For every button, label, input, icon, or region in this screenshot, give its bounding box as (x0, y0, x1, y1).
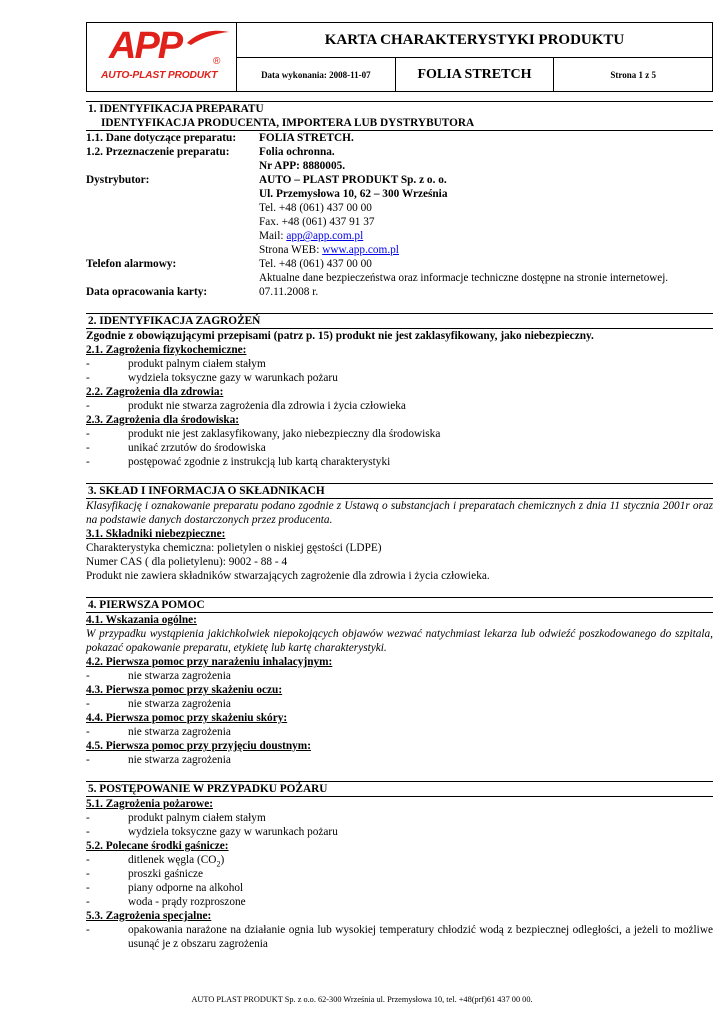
section-1-body: 1.1. Dane dotyczące preparatu: FOLIA STRETCH. 1.2. Przeznaczenie preparatu: Folia ochronna. Nr APP: 8880005. Dystrybutor: AUTO – PLAST PRODUKT Sp. z o. o. Ul. Przemysłowa 10, 62 – 300 Września Tel. +48 (061) 437 00 00 Fax. +48 (061) 437 91 37 Mail: app@app.com.pl Strona WEB: www.app.com.pl Telefon alarmowy: Tel. +48 (061) 437 00 00 Aktualne dane bezpieczeństwa oraz informacje techniczne dostępne na stronie internetowej. Data opracowania karty: 07.11.2008 r. (86, 132, 669, 298)
header-table (86, 22, 713, 92)
document-page (86, 22, 713, 951)
document-title: KARTA CHARAKTERYSTYKI PRODUKTU (237, 23, 713, 58)
section-4-heading: 4. PIERWSZA POMOC (86, 597, 713, 613)
section-1-heading: 1. IDENTYFIKACJA PREPARATU IDENTYFIKACJA PRODUCENTA, IMPORTERA LUB DYSTRYBUTORA (86, 101, 713, 131)
logo-registered-mark: ® (213, 56, 221, 67)
execution-date: Data wykonania: 2008-11-07 (237, 58, 396, 92)
list-item: - proszki gaśnicze (86, 868, 203, 880)
list-item: - produkt palnym ciałem stałym (86, 358, 266, 370)
list-item: - wydziela toksyczne gazy w warunkach pożaru (86, 372, 338, 384)
product-title: FOLIA STRETCH (395, 58, 554, 92)
list-item: - piany odporne na alkohol (86, 882, 244, 894)
website-link[interactable]: www.app.com.pl (322, 244, 399, 256)
list-item: - opakowania narażone na działanie ognia lub wysokiej temperatury chłodzić wodą z bezpiecznej odległości, a jeżeli to możliwe usunąć je z obszaru zagrożenia (86, 924, 713, 950)
list-item: - produkt nie stwarza zagrożenia dla zdrowia i życia człowieka (86, 400, 406, 412)
list-item: - nie stwarza zagrożenia (86, 754, 231, 766)
logo-text: APP (109, 25, 182, 67)
list-item: - postępować zgodnie z instrukcją lub kartą charakterystyki (86, 456, 391, 468)
list-item: - ditlenek węgla $(CO_2)$ (86, 854, 225, 869)
list-item: - nie stwarza zagrożenia (86, 698, 231, 710)
list-item: - produkt palnym ciałem stałym (86, 812, 266, 824)
logo-subtitle: AUTO-PLAST PRODUKT (101, 70, 218, 81)
section-4-body: 4.1. Wskazania ogólne: W przypadku wystąpienia jakichkolwiek niepokojących objawów wezwać natychmiast lekarza lub odwieźć poszkodowanego do szpitala, pokazać opakowanie preparatu, etykietę lub kartę charakterystyki. 4.2. Pierwsza pomoc przy narażeniu inhalacyjnym: - nie stwarza zagrożenia 4.3. Pierwsza pomoc przy skażeniu oczu: - nie stwarza zagrożenia 4.4. Pierwsza pomoc przy skażeniu skóry: - nie stwarza zagrożenia 4.5. Pierwsza pomoc przy przyjęciu doustnym: - nie stwarza zagrożenia (86, 614, 713, 766)
logo-swoosh-icon (185, 29, 231, 47)
list-item: - produkt nie jest zaklasyfikowany, jako niebezpieczny dla środowiska (86, 428, 441, 440)
section-2-body: Zgodnie z obowiązującymi przepisami (patrz p. 15) produkt nie jest zaklasyfikowany, jako niebezpieczny. 2.1. Zagrożenia fizykochemiczne: - produkt palnym ciałem stałym - wydziela toksyczne gazy w warunkach pożaru 2.2. Zagrożenia dla zdrowia: - produkt nie stwarza zagrożenia dla zdrowia i życia człowieka 2.3. Zagrożenia dla środowiska: - produkt nie jest zaklasyfikowany, jako niebezpieczny dla środowiska - unikać zrzutów do środowiska - postępować zgodnie z instrukcją lub kartą charakterystyki (86, 329, 713, 469)
page-number: Strona 1 z 5 (554, 58, 713, 92)
section-3-body: Klasyfikację i oznakowanie preparatu podano zgodnie z Ustawą o substancjach i preparatach chemicznych z dnia 11 stycznia 2001r oraz na podstawie danych dostarczonych przez producenta. 3.1. Składniki niebezpieczne: Charakterystyka chemiczna: polietylen o niskiej gęstości (LDPE) Numer CAS ( dla polietylenu): 9002 - 88 - 4 Produkt nie zawiera składników stwarzających zagrożenie dla zdrowia i życia człowieka. (86, 500, 713, 582)
page-footer: AUTO PLAST PRODUKT Sp. z o.o. 62-300 Września ul. Przemysłowa 10, tel. +48(prf)61 437 00 00. (191, 995, 533, 1004)
section-5-body: 5.1. Zagrożenia pożarowe: - produkt palnym ciałem stałym - wydziela toksyczne gazy w warunkach pożaru 5.2. Polecane środki gaśnicze: - ditlenek węgla $(CO_2)$ - proszki gaśnicze - piany odporne na alkohol - woda - prądy rozproszone 5.3. Zagrożenia specjalne: - opakowania narażone na działanie ognia lub wysokiej temperatury chłodzić wodą z bezpiecznej odległości, a jeżeli to możliwe usunąć je z obszaru zagrożenia (86, 798, 713, 950)
list-item: - nie stwarza zagrożenia (86, 670, 231, 682)
email-link[interactable]: app@app.com.pl (286, 230, 364, 242)
list-item: - wydziela toksyczne gazy w warunkach pożaru (86, 826, 338, 838)
section-2-heading: 2. IDENTYFIKACJA ZAGROŻEŃ (86, 313, 713, 329)
list-item: - unikać zrzutów do środowiska (86, 442, 266, 454)
section-3-heading: 3. SKŁAD I INFORMACJA O SKŁADNIKACH (86, 483, 713, 499)
list-item: - woda - prądy rozproszone (86, 896, 246, 908)
company-logo (87, 23, 237, 92)
list-item: - nie stwarza zagrożenia (86, 726, 231, 738)
section-5-heading: 5. POSTĘPOWANIE W PRZYPADKU POŻARU (86, 781, 713, 797)
